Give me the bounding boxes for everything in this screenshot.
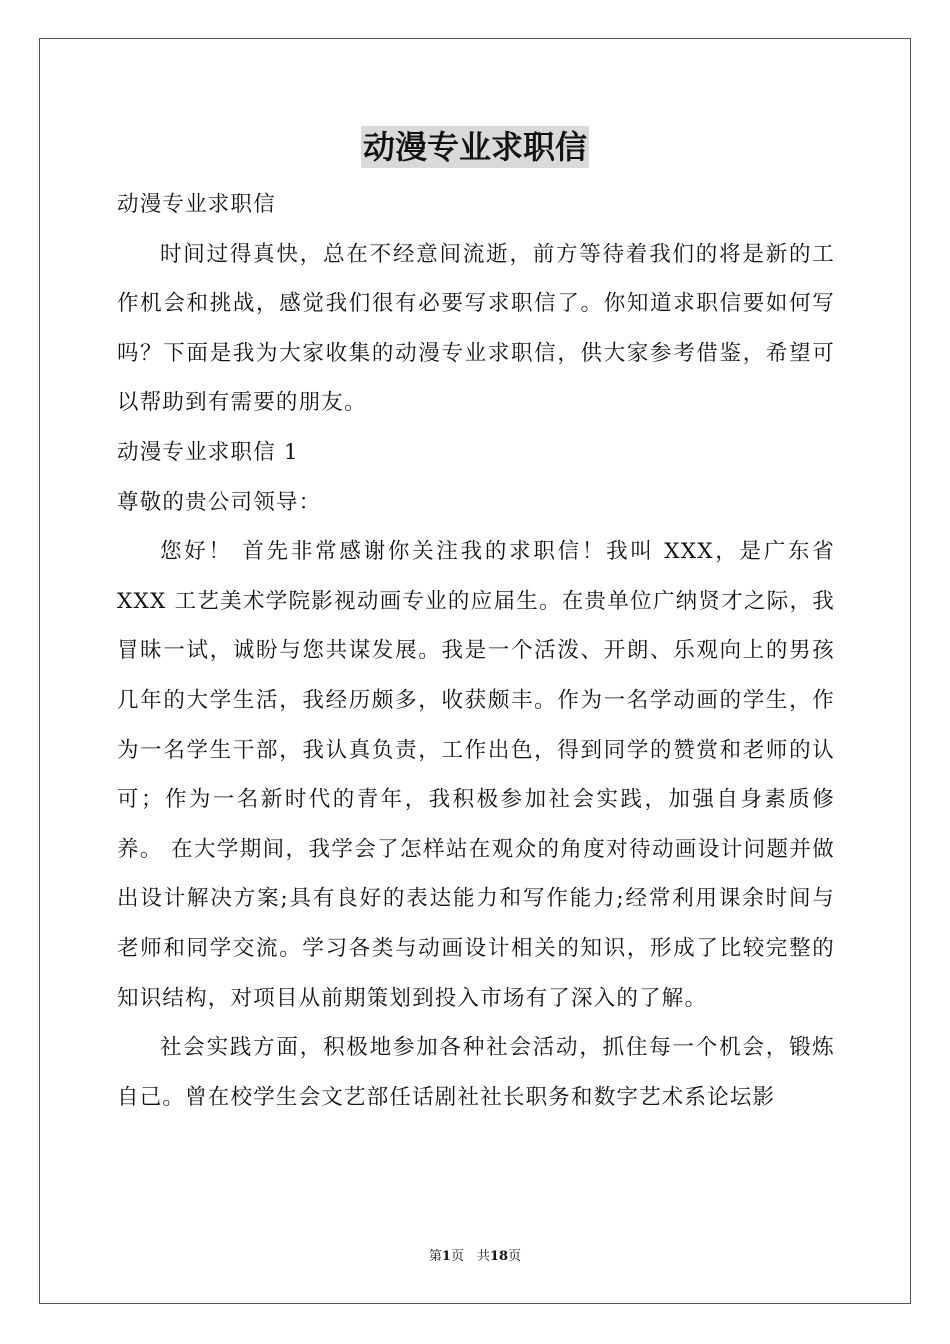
- paragraph: 动漫专业求职信 1: [117, 439, 299, 465]
- page-total: 18: [489, 1249, 509, 1264]
- page-current: 1: [441, 1249, 451, 1264]
- paragraph: 动漫专业求职信: [117, 192, 276, 217]
- document-title: 动漫专业求职信: [362, 128, 587, 166]
- page-label-prefix: 第: [428, 1249, 442, 1264]
- paragraph: 时间过得真快，总在不经意间流逝，前方等待着我们的将是新的工作机会和挑战，感觉我们很有必要写求职信了。你知道求职信要如何写吗？下面是我为大家收集的动漫专业求职信，供大家参考借鉴，希望可以帮助到有需要的朋友。: [117, 241, 835, 416]
- title-container: [0, 126, 950, 168]
- paragraph: 尊敬的贵公司领导：: [117, 489, 322, 515]
- document-body: [117, 180, 835, 1122]
- page-label-suffix: 页: [508, 1249, 522, 1264]
- paragraph: 您好！ 首先非常感谢你关注我的求职信！我叫 XXX，是广东省 XXX 工艺美术学院影视动画专业的应届生。在贵单位广纳贤才之际，我冒昧一试，诚盼与您共谋发展。我是一个活泼、开朗、乐观向上的男孩几年的大学生活，我经历颇多，收获颇丰。作为一名学动画的学生，作为一名学生干部，我认真负责，工作出色，得到同学的赞赏和老师的认可；作为一名新时代的青年，我积极参加社会实践，加强自身素质修养。 在大学期间，我学会了怎样站在观众的角度对待动画设计问题并做出设计解决方案;具有良好的表达能力和写作能力;经常利用课余时间与老师和同学交流。学习各类与动画设计相关的知识，形成了比较完整的知识结构，对项目从前期策划到投入市场有了深入的了解。: [117, 539, 835, 1011]
- paragraph: 社会实践方面，积极地参加各种社会活动，抓住每一个机会，锻炼自己。曾在校学生会文艺部任话剧社社长职务和数字艺术系论坛影: [117, 1035, 835, 1110]
- page-label-mid: 页 共: [450, 1249, 490, 1264]
- page-footer: [0, 1248, 950, 1266]
